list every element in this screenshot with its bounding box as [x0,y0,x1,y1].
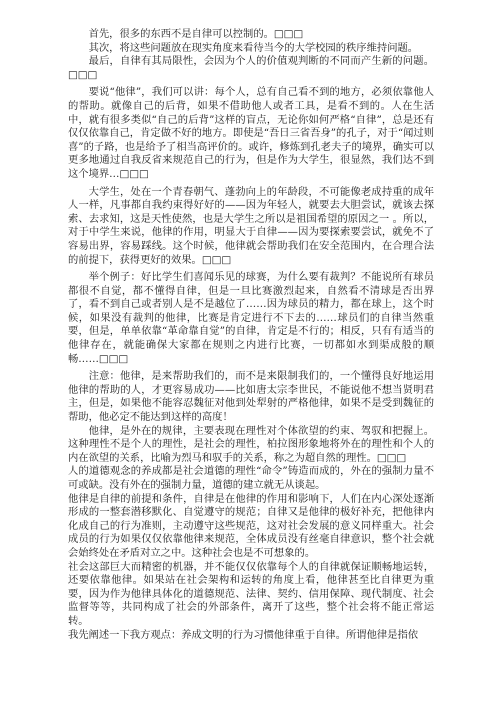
paragraph: 要说“他律”，我们可以讲：每个人，总有自己看不到的地方，必须依靠他人的帮助。就像自己的后背，如果不借助他人或者工具，是看不到的。人在生活中，就有很多类似“自己的后背”这样的盲点，无论你如何严格“自律”，总是还有仅仅依靠自己，肯定做不好的地方。即使是“吾日三省吾身”的孔子，对于“闻过则喜”的子路，也是给予了相当高评价的。或许，修炼到孔老夫子的境界，确实可以更多地通过自我反省来规范自己的行为，但是作为大学生，很显然，我们达不到这个境界…□□□ [68,86,434,180]
paragraph: 我先阐述一下我方观点：养成文明的行为习惯他律重于自律。所谓他律是指依 [68,628,419,641]
paragraph: 他律，是外在的规律，主要表现在理性对个体欲望的约束、驾驭和把握上。这种理性不是个人的理性，是社会的理性，柏拉图形象地将外在的理性和个人的内在欲望的关系，比喻为烈马和驭手的关系，称之为超自然的理性。□□□ [68,424,434,464]
paragraph: 他律是自律的前提和条件，自律是在他律的作用和影响下，人们在内心深处逐渐形成的一整套潜移默化、自觉遵守的规范；自律又是他律的极好补充，把他律内化成自己的行为准则，主动遵守这些规范，这对社会发展的意义同样重大。社会成员的行为如果仅仅依靠他律来规范，全体成员没有丝毫自律意识，整个社会就会始终处在矛盾对立之中。这种社会也是不可想象的。 [68,492,434,559]
paragraph: 举个例子：好比学生们喜闻乐见的球赛，为什么要有裁判？不能说所有球员都很不自觉，都不懂得自律，但是一旦比赛激烈起来，自然看不清球是否出界了，看不到自己或者别人是不是越位了……因为球员的精力，都在球上，这个时候，如果没有裁判的他律，比赛是肯定进行不下去的……球员们的自律当然重要，但是，单单依靠“革命靠自觉”的自律，肯定是不行的；相反，只有有适当的他律存在，就能确保大家都在规则之内进行比赛，一切都如水到渠成般的顺畅……□□□ [68,271,434,365]
paragraph: 注意：他律，是来帮助我们的，而不是来限制我们的，一个懂得良好地运用他律的帮助的人，才更容易成功——比如唐太宗李世民，不能说他不想当贤明君主，但是，如果他不能容忍魏征对他到处犁射的严格他律，如果不是受到魏征的帮助，他必定不能达到这样的高度！ [68,370,434,424]
paragraph: 社会这部巨大而精密的机器，并不能仅仅依靠每个人的自律就保证顺畅地运转，还要依靠他律。如果站在社会架构和运转的角度上看，他律甚至比自律更为重要，因为作为他律具体化的道德规范、法律、契约、信用保障、现代制度、社会监督等等，共同构成了社会的外部条件，离开了这些，整个社会将不能正常运转。 [68,560,434,627]
paragraph: 其次，将这些问题放在现实角度来看待当今的大学校园的秩序维持问题。 [88,41,419,54]
paragraph: 人的道德观念的养成都是社会道德的理性“命令”铸造而成的，外在的强制力量不可或缺。没有外在的强制力量，道德的建立就无从谈起。 [68,465,434,491]
paragraph: 最后，自律有其局限性，会因为个人的价值观判断的不同而产生新的问题。□□□ [68,55,434,81]
document-body [68,28,434,642]
paragraph: 首先，很多的东西不是自律可以控制的。□□□ [88,28,304,40]
paragraph: 大学生，处在一个青春朝气、蓬勃向上的年龄段，不可能像老成持重的成年人一样，凡事都自我约束得好好的——因为年轻人，就要去大胆尝试，就该去探索、去求知，这是天性使然，也是大学生之所以是祖国希望的原因之一 。所以，对于中学生来说，他律的作用，明显大于自律——因为要探索要尝试，就免不了容易出界，容易踩线。这个时候，他律就会帮助我们在安全范围内，在合理合法的前提下，获得更好的效果。□□□ [68,185,434,266]
